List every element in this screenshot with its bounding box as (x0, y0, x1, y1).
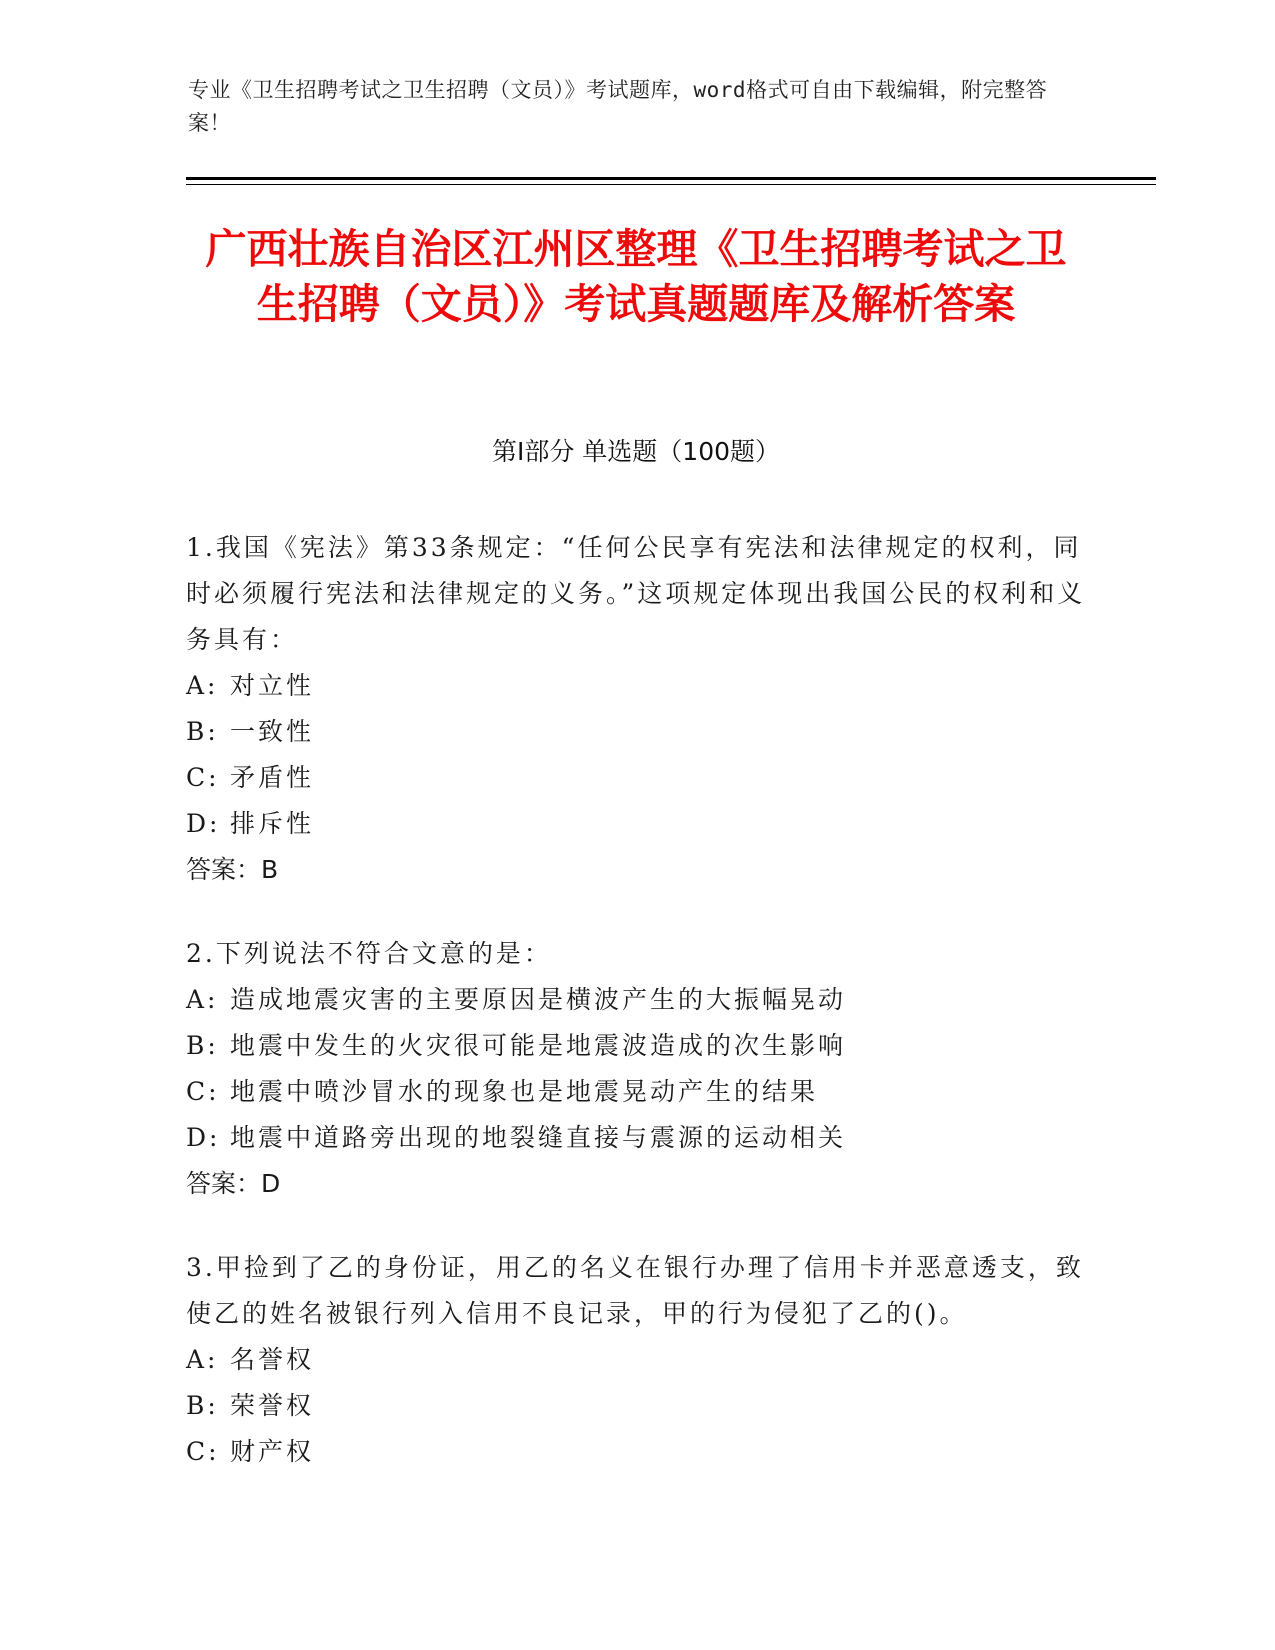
option-key: C: (186, 1077, 220, 1106)
option-key: B: (186, 1031, 219, 1060)
option-c (186, 1069, 1086, 1115)
question-list (186, 525, 1086, 1513)
question-3 (186, 1245, 1086, 1475)
option-text: 矛盾性 (230, 763, 315, 792)
option-b (186, 1023, 1086, 1069)
question-1 (186, 525, 1086, 893)
answer-line (186, 847, 1086, 893)
option-key: A: (186, 1345, 219, 1374)
option-c (186, 1429, 1086, 1475)
option-key: D: (186, 1123, 221, 1152)
option-b (186, 709, 1086, 755)
answer-prefix: 答案： (186, 1169, 262, 1198)
question-2 (186, 931, 1086, 1207)
option-text: 荣誉权 (230, 1391, 315, 1420)
answer-prefix: 答案： (186, 855, 262, 884)
option-text: 地震中发生的火灾很可能是地震波造成的次生影响 (230, 1031, 847, 1060)
document-title: 广西壮族自治区江州区整理《卫生招聘考试之卫生招聘（文员）》考试真题题库及解析答案 (205, 225, 1067, 328)
option-text: 地震中喷沙冒水的现象也是地震晃动产生的结果 (230, 1077, 819, 1106)
header-note: 专业《卫生招聘考试之卫生招聘（文员）》考试题库，word格式可自由下载编辑，附完整答案！ (188, 78, 1048, 135)
option-key: C: (186, 763, 220, 792)
option-key: A: (186, 985, 219, 1014)
question-stem: 1.我国《宪法》第33条规定：“任何公民享有宪法和法律规定的权利，同时必须履行宪法和法律规定的义务。”这项规定体现出我国公民的权利和义务具有： (186, 533, 1086, 654)
question-stem: 2.下列说法不符合文意的是： (186, 939, 552, 968)
answer-line (186, 1161, 1086, 1207)
option-c (186, 755, 1086, 801)
option-b (186, 1383, 1086, 1429)
option-text: 一致性 (230, 717, 315, 746)
option-a (186, 977, 1086, 1023)
option-key: D: (186, 809, 221, 838)
header-divider-thin (186, 184, 1156, 185)
option-key: A: (186, 671, 219, 700)
option-text: 造成地震灾害的主要原因是横波产生的大振幅晃动 (230, 985, 847, 1014)
option-a (186, 1337, 1086, 1383)
answer-value: B (261, 855, 279, 884)
answer-value: D (261, 1169, 281, 1198)
question-stem: 3.甲捡到了乙的身份证，用乙的名义在银行办理了信用卡并恶意透支，致使乙的姓名被银行列入信用不良记录，甲的行为侵犯了乙的()。 (186, 1253, 1084, 1328)
option-key: B: (186, 717, 219, 746)
option-text: 地震中道路旁出现的地裂缝直接与震源的运动相关 (230, 1123, 847, 1152)
option-text: 对立性 (230, 671, 315, 700)
option-text: 名誉权 (230, 1345, 315, 1374)
option-d (186, 801, 1086, 847)
option-key: C: (186, 1437, 220, 1466)
option-key: B: (186, 1391, 219, 1420)
option-a (186, 663, 1086, 709)
option-text: 财产权 (230, 1437, 315, 1466)
section-title: 第I部分 单选题（100题） (491, 437, 781, 466)
header-divider-thick (186, 177, 1156, 180)
option-d (186, 1115, 1086, 1161)
option-text: 排斥性 (230, 809, 315, 838)
